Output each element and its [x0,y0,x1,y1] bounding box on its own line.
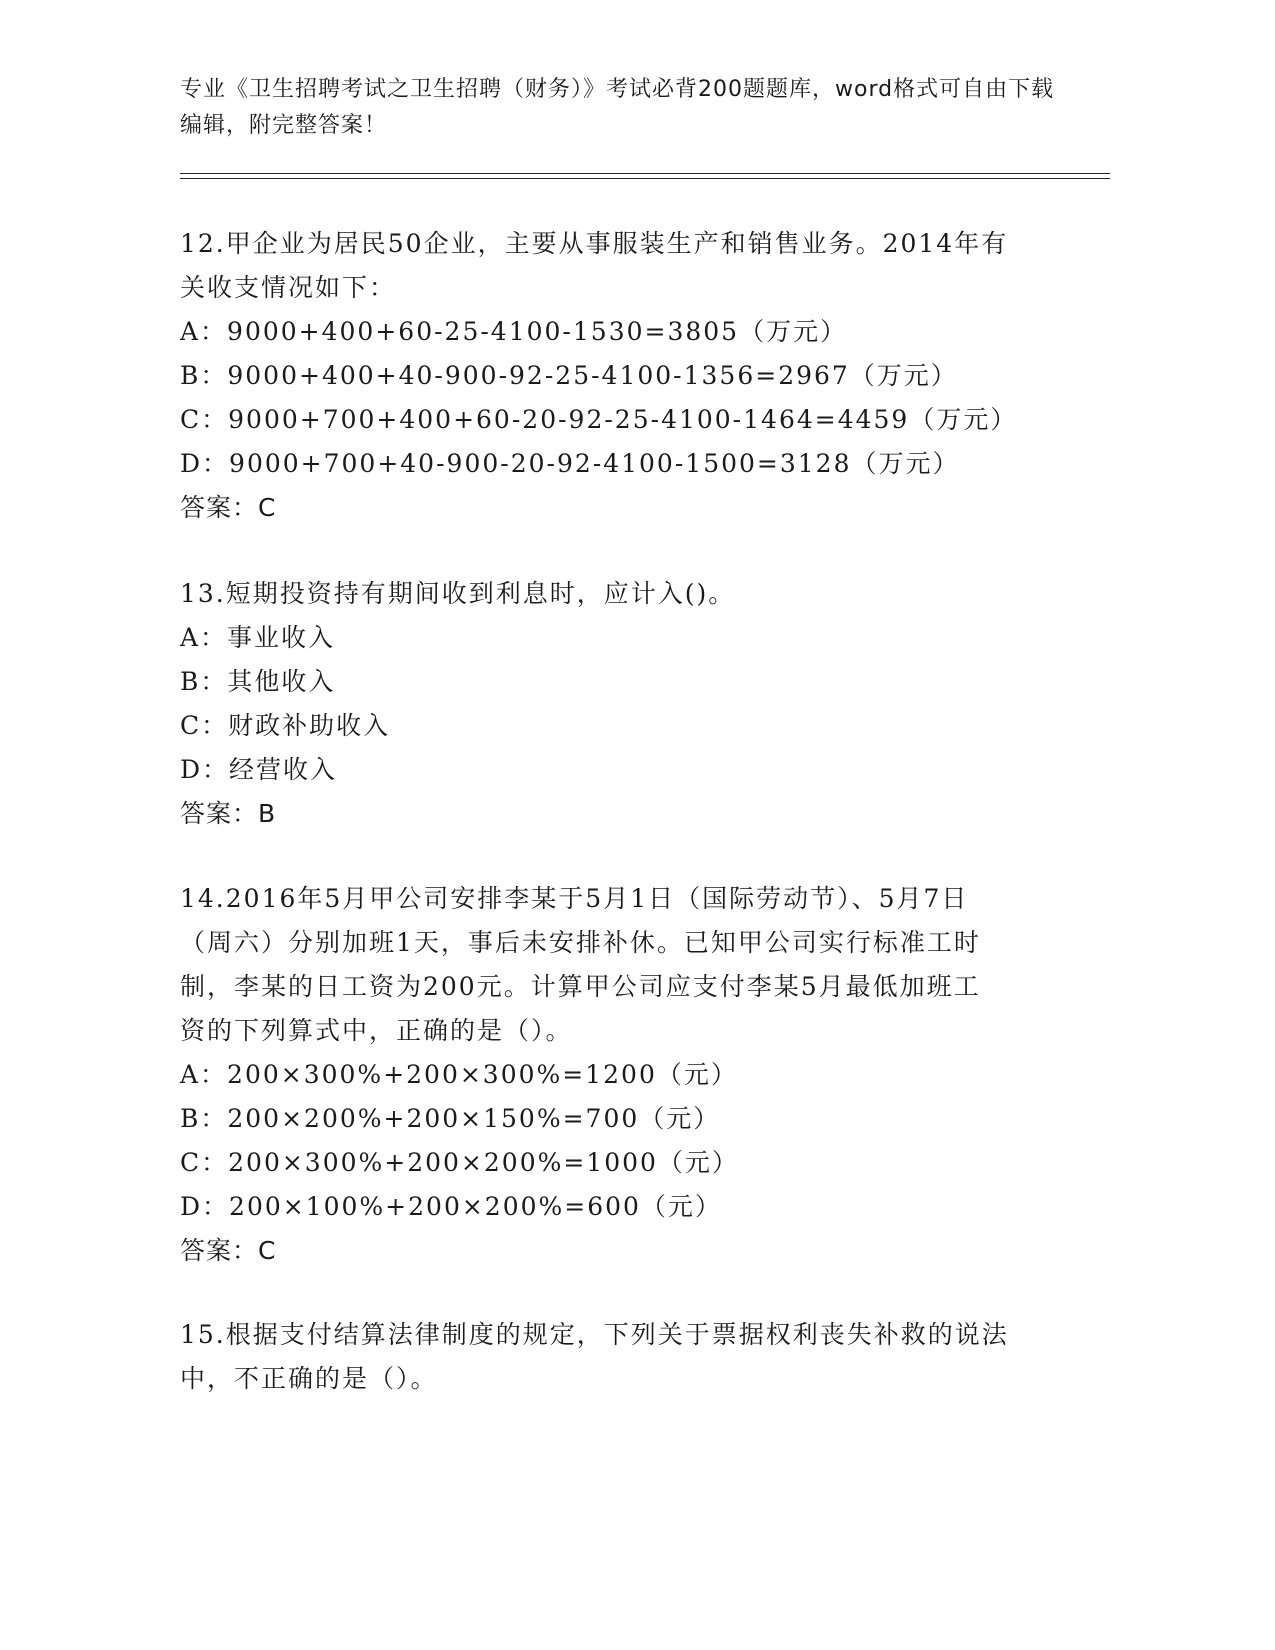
option-d: D：200×100%+200×200%=600（元） [180,1192,722,1221]
question-stem-line: 制，李某的日工资为200元。计算甲公司应支付李某5月最低加班工 [180,972,981,1001]
answer-line: 答案：C [180,493,277,522]
question-stem-line: 资的下列算式中，正确的是（）。 [180,1016,573,1045]
option-b: B：其他收入 [180,667,336,696]
option-d: D：9000+700+40-900-20-92-4100-1500=3128（万元） [180,449,960,478]
question-stem-line: 15.根据支付结算法律制度的规定，下列关于票据权利丧失补救的说法 [180,1320,1009,1349]
question-13 [180,572,1060,836]
header-divider-bottom [180,178,1110,179]
answer-line: 答案：B [180,799,277,828]
option-a: A：9000+400+60-25-4100-1530=3805（万元） [180,317,848,346]
question-stem-line: 关收支情况如下： [180,273,397,302]
option-b: B：9000+400+40-900-92-25-4100-1356=2967（万元） [180,361,958,390]
option-a: A：事业收入 [180,623,336,652]
question-stem-line: （周六）分别加班1天，事后未安排补休。已知甲公司实行标准工时 [180,928,981,957]
question-stem-line: 13.短期投资持有期间收到利息时，应计入()。 [180,579,736,608]
question-stem-line: 12.甲企业为居民50企业，主要从事服装生产和销售业务。2014年有 [180,229,1009,258]
answer-line: 答案：C [180,1236,277,1265]
question-14 [180,877,1060,1273]
question-stem-line: 中，不正确的是（）。 [180,1364,438,1393]
question-stem-line: 14.2016年5月甲公司安排李某于5月1日（国际劳动节）、5月7日 [180,884,969,913]
option-b: B：200×200%+200×150%=700（元） [180,1104,721,1133]
option-d: D：经营收入 [180,755,338,784]
header-divider-top [180,173,1110,174]
question-15 [180,1313,1060,1401]
option-c: C：200×300%+200×200%=1000（元） [180,1148,739,1177]
option-c: C：财政补助收入 [180,711,391,740]
option-c: C：9000+700+400+60-20-92-25-4100-1464=4459（万元） [180,405,1018,434]
document-intro: 专业《卫生招聘考试之卫生招聘（财务）》考试必背200题题库，word格式可自由下载编辑，附完整答案！ [180,77,1055,138]
question-12 [180,222,1060,530]
option-a: A：200×300%+200×300%=1200（元） [180,1060,738,1089]
